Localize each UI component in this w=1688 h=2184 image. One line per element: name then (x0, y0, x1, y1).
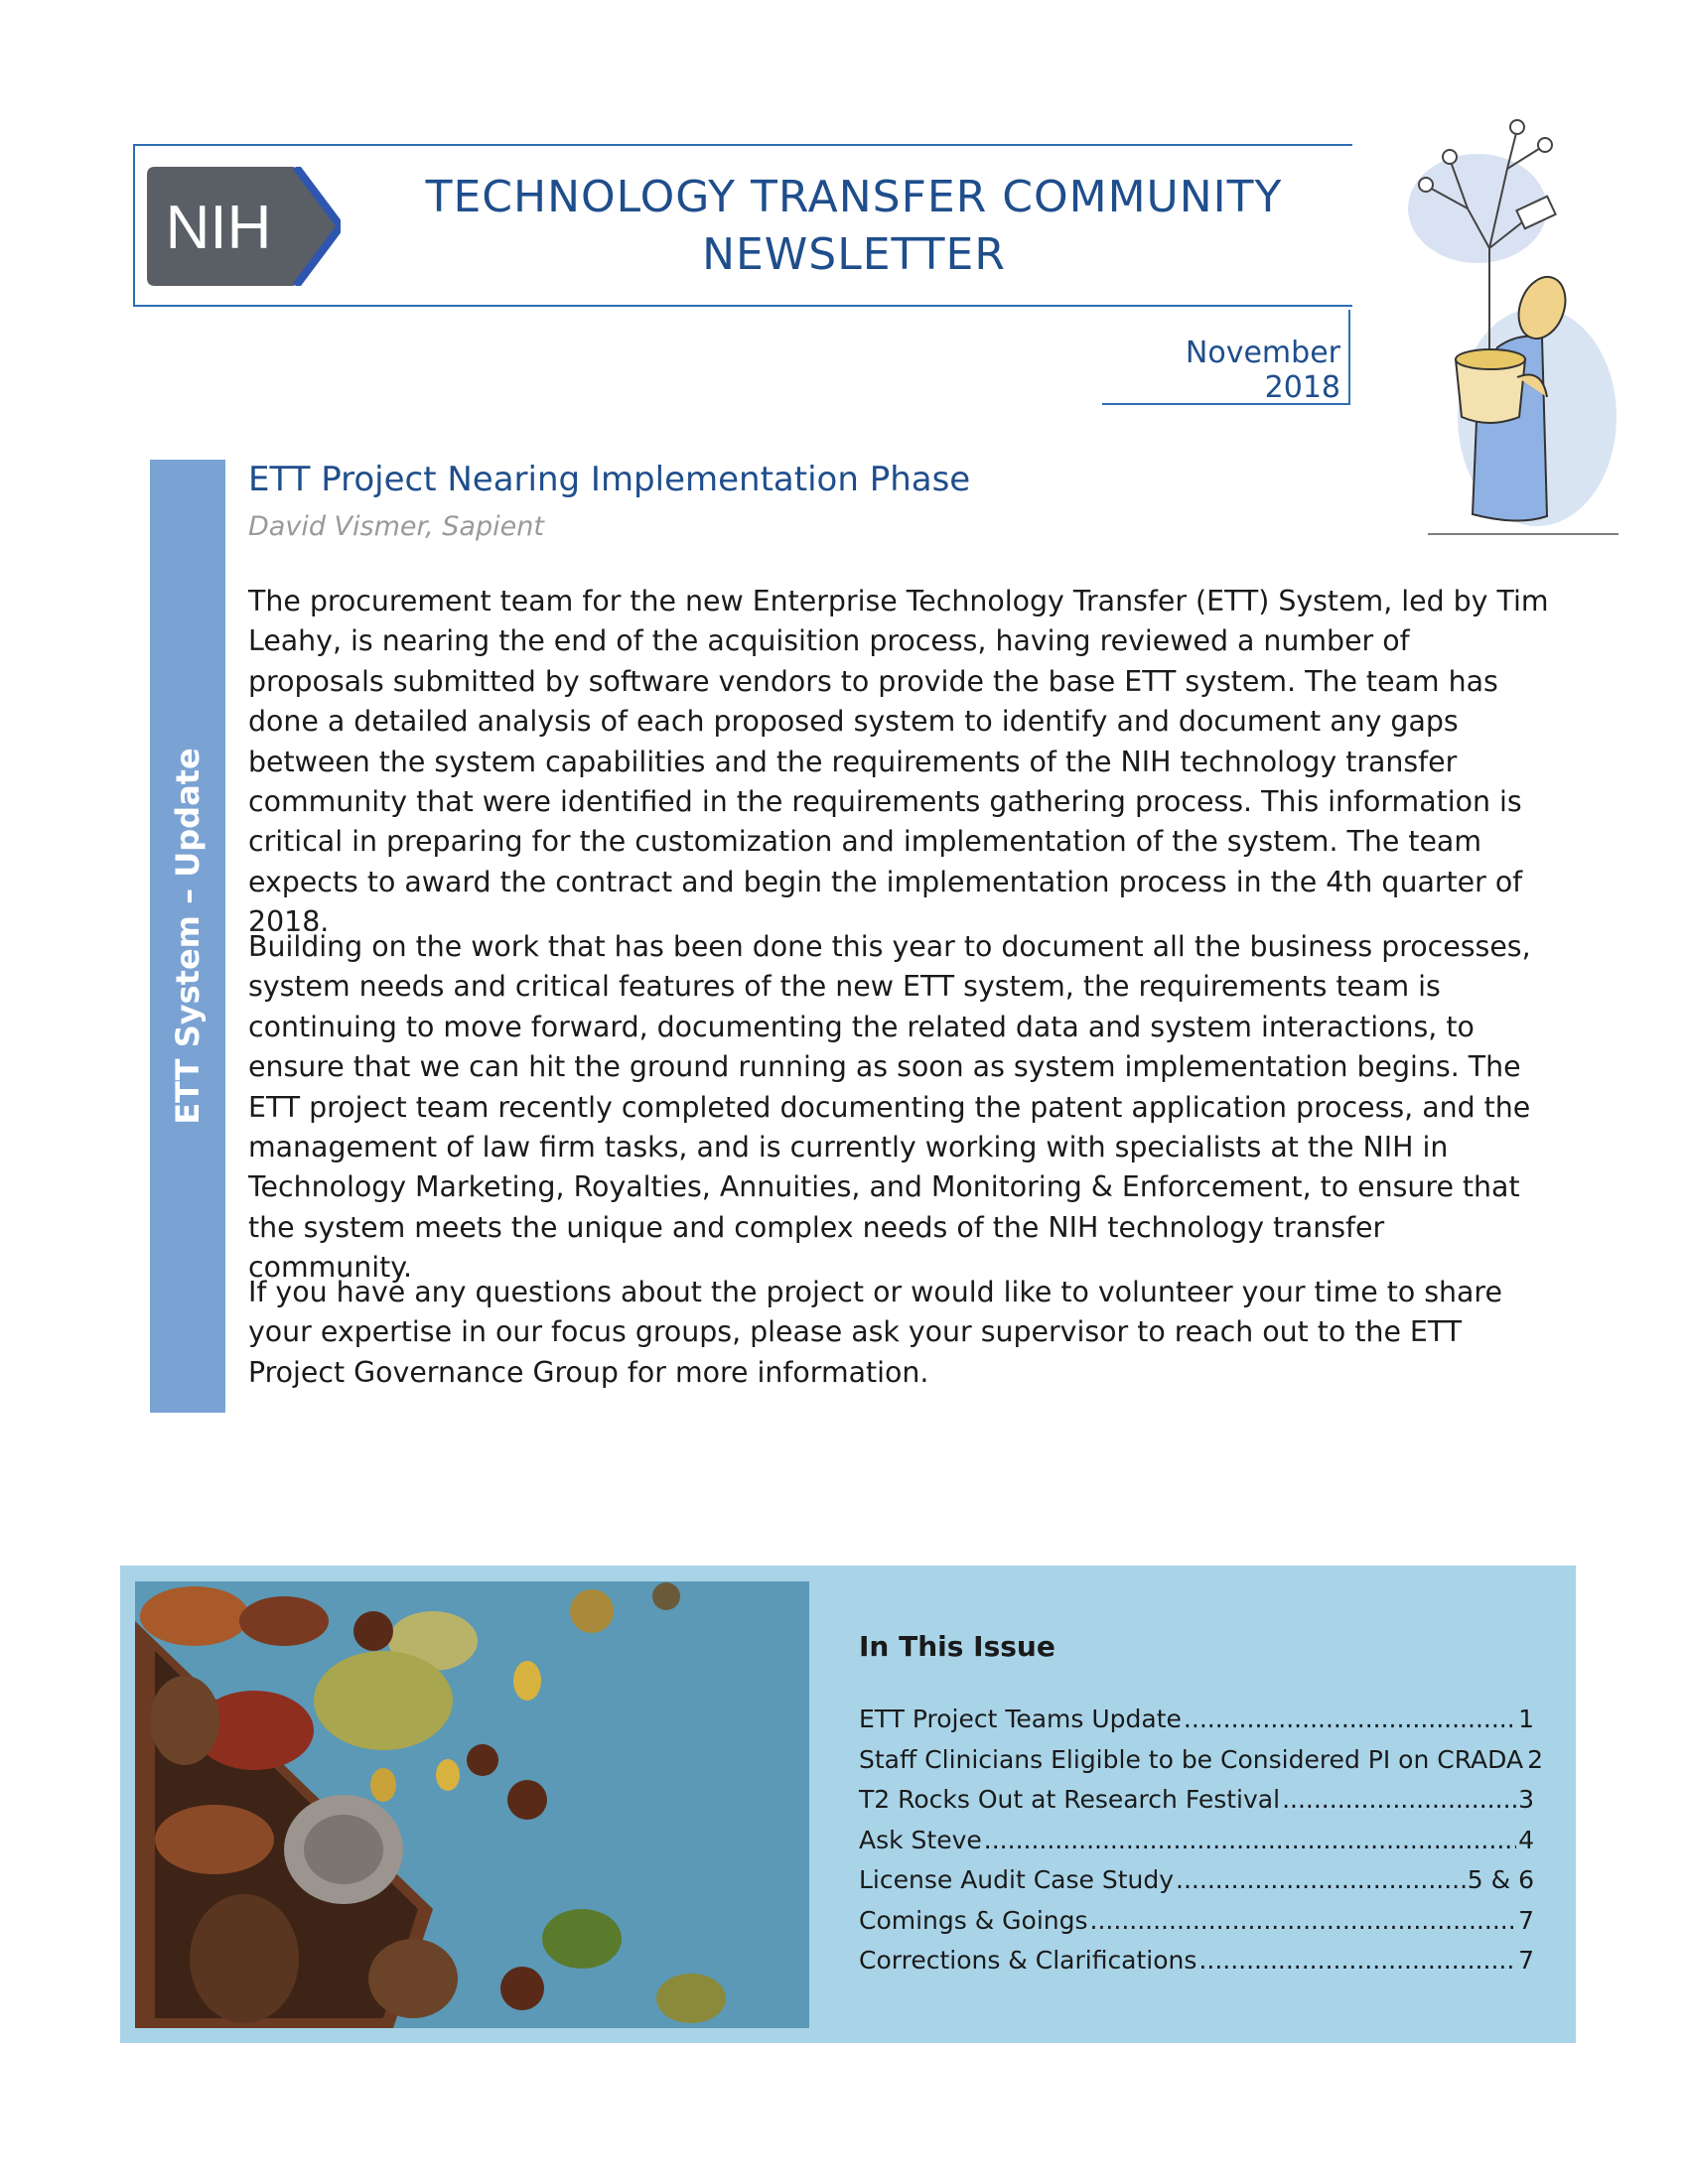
nih-logo (147, 167, 341, 286)
issue-date: November 2018 (1185, 336, 1340, 405)
article-byline: David Vismer, Sapient (248, 511, 544, 542)
toc-item-title: Comings & Goings (859, 1905, 1088, 1935)
toc-item-title: T2 Rocks Out at Research Festival (859, 1785, 1281, 1814)
toc-leader (1176, 1865, 1466, 1894)
newsletter-title: TECHNOLOGY TRANSFER COMMUNITY NEWSLETTER (425, 172, 1283, 280)
toc-leader (984, 1826, 1516, 1854)
plant-illustration (1368, 99, 1618, 544)
toc-item-title: Staff Clinicians Eligible to be Considered PI on CRADA (859, 1744, 1524, 1774)
article-paragraph: The procurement team for the new Enterprise Technology Transfer (ETT) System, led by Tim Leahy, is nearing the end of the acquisition process, having reviewed a number of proposals submitted by software vendors to provide the base ETT system. The team has done a detailed analysis of each proposed system to identify and document any gaps between the system capabilities and the requirements of the NIH technology transfer community that were identified in the requirements gathering process. This information is critical in preparing for the customization and implementation of the system. The team expects to award the contract and begin the implementation process in the 4th quarter of 2018. (248, 585, 1549, 939)
toc-item[interactable] (859, 1785, 1534, 1826)
toc-leader (1198, 1946, 1516, 1975)
nih-logo-text: NIH (165, 194, 272, 262)
article-paragraph: If you have any questions about the project or would like to volunteer your time to share your expertise in our focus groups, please ask your supervisor to reach out to the ETT Project Governance Group for more information. (248, 1276, 1502, 1389)
toc-item[interactable] (859, 1946, 1534, 1986)
article-paragraph: Building on the work that has been done this year to document all the business processes, system needs and critical features of the new ETT system, the requirements team is continuing to move forward, documenting the related data and system interactions, to ensure that we can hit the ground running as soon as system implementation begins. The ETT project team recently completed documenting the patent application process, and the management of law firm tasks, and is currently working with specialists at the NIH in Technology Marketing, Royalties, Annuities, and Monitoring & Enforcement, to ensure that the system meets the unique and complex needs of the NIH technology transfer community. (248, 930, 1531, 1285)
toc-item-page: 7 (1518, 1946, 1534, 1975)
toc-item-title: License Audit Case Study (859, 1865, 1175, 1894)
toc-leader (1282, 1785, 1516, 1814)
toc-item-page: 3 (1518, 1785, 1534, 1814)
toc-leader (1090, 1906, 1517, 1935)
toc-list (859, 1705, 1543, 1986)
toc-leader (1184, 1705, 1516, 1733)
autumn-photo (135, 1581, 809, 2028)
toc-item[interactable] (859, 1906, 1534, 1947)
toc-item-page: 5 & 6 (1467, 1865, 1534, 1894)
article-title: ETT Project Nearing Implementation Phase (248, 460, 971, 499)
toc-heading: In This Issue (859, 1630, 1055, 1663)
toc-item-title: ETT Project Teams Update (859, 1705, 1182, 1733)
toc-item[interactable] (859, 1865, 1534, 1906)
toc-item-title: Ask Steve (859, 1825, 982, 1854)
toc-item[interactable] (859, 1826, 1534, 1866)
toc-item-title: Corrections & Clarifications (859, 1946, 1197, 1975)
toc-item-page: 2 (1527, 1744, 1543, 1774)
toc-item-page: 1 (1518, 1705, 1534, 1733)
toc-item[interactable] (859, 1705, 1534, 1745)
toc-item-page: 7 (1518, 1905, 1534, 1935)
toc-item-page: 4 (1518, 1825, 1534, 1854)
toc-item[interactable] (859, 1744, 1543, 1786)
section-label: ETT System – Update (169, 748, 207, 1125)
